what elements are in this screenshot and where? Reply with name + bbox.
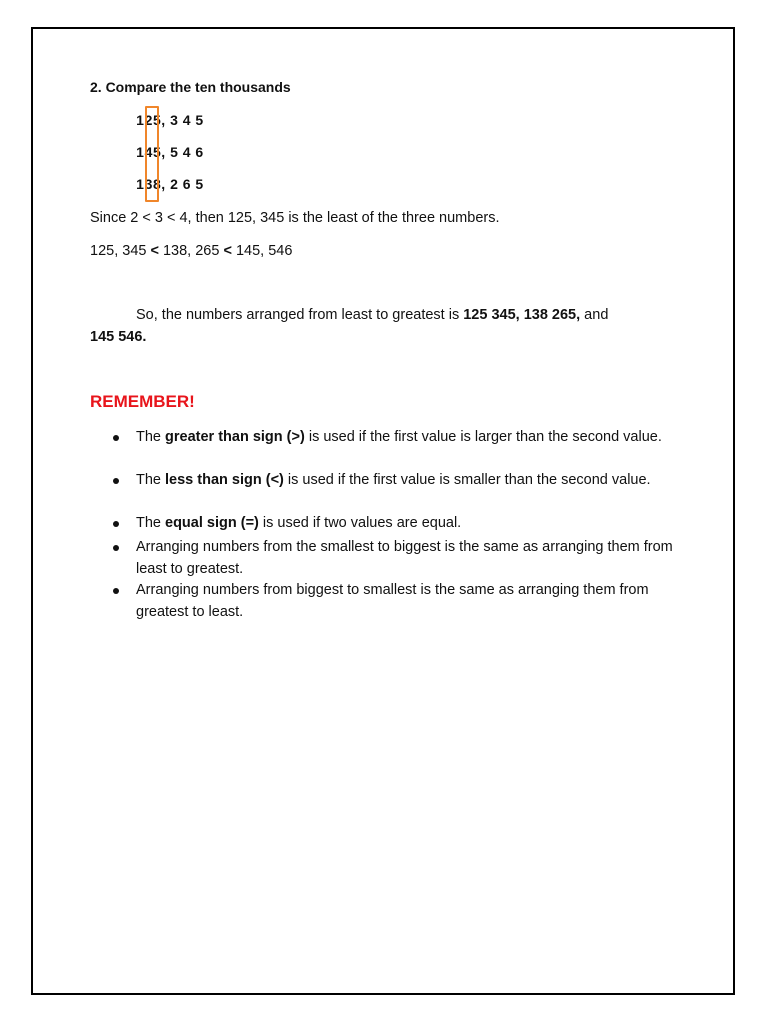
remember-heading: REMEMBER! [90,392,195,411]
digit-rest: 5, 5 4 6 [153,144,204,160]
conclusion-tail: and [580,307,609,323]
digit-ten-thousands: 2 [144,112,153,128]
ten-thousands-highlight-box [145,106,159,202]
bullet-less-than [136,470,696,492]
digit-hundred-thousands: 1 [136,144,145,160]
bullet-equal [136,513,696,535]
bullet-smallest-to-biggest [136,537,696,580]
comparison-line [90,241,292,261]
bullet-text-post: is used if the first value is smaller than the second value. [283,472,651,488]
bullet-text-pre: Arranging numbers from the smallest to biggest is the same as arranging them from least to greatest. [136,539,673,577]
bullet-text-bold: equal sign (=) [165,515,259,531]
less-than-sign: < [150,243,159,259]
compare-a: 125, 345 [90,243,151,259]
bullet-text-pre: The [136,429,166,445]
digit-ten-thousands: 3 [144,176,153,192]
conclusion-line-1 [136,305,608,325]
digit-hundred-thousands: 1 [136,176,145,192]
since-sentence: Since 2 < 3 < 4, then 125, 345 is the least of the three numbers. [90,210,500,226]
bullet-text-post: is used if the first value is larger than the second value. [304,429,662,445]
bullet-icon [113,545,119,551]
bullet-icon [113,478,119,484]
bullet-text-pre: The [136,472,166,488]
bullet-text-pre: The [136,515,166,531]
section-heading: 2. Compare the ten thousands [90,79,291,95]
digit-hundred-thousands: 1 [136,112,145,128]
bullet-text-bold: greater than sign (>) [165,429,305,445]
compare-b: 138, 265 [158,243,224,259]
digit-rest: 8, 2 6 5 [153,176,204,192]
conclusion-line-2: 145 546. [90,329,147,345]
conclusion-lead: So, the numbers arranged from least to greatest is [136,307,464,323]
less-than-sign: < [223,243,232,259]
bullet-text-post: is used if two values are equal. [258,515,462,531]
conclusion-bold-numbers: 125 345, 138 265, [463,307,581,323]
compare-c: 145, 546 [231,243,293,259]
digit-rest: 5, 3 4 5 [153,112,204,128]
bullet-icon [113,588,119,594]
bullet-icon [113,435,119,441]
digit-ten-thousands: 4 [144,144,153,160]
bullet-text-pre: Arranging numbers from biggest to smallest is the same as arranging them from greatest to least. [136,582,649,620]
bullet-greater-than [136,427,696,449]
bullet-biggest-to-smallest [136,580,696,623]
bullet-text-bold: less than sign (<) [165,472,284,488]
bullet-icon [113,521,119,527]
